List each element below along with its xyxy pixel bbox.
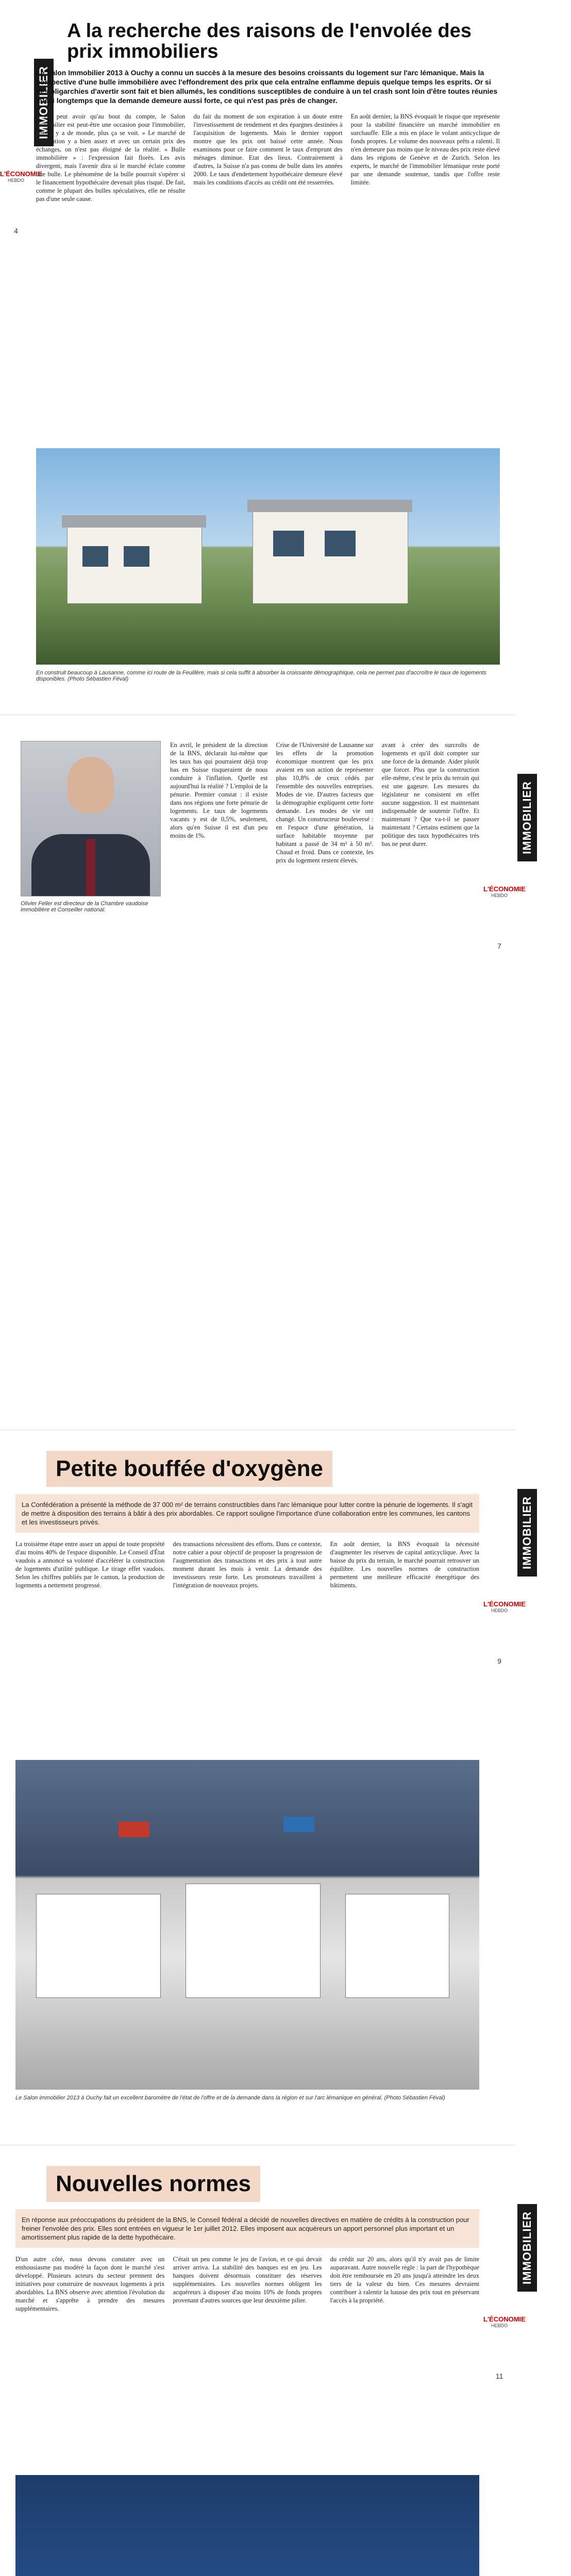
page-number: 11 (495, 2372, 503, 2380)
article-column: « On peut avoir qu'au bout du compte, le Salon Immobilier est peut-être une occasion pour l'immobilier, plus il y a de monde, plus ça se voit. » Le marché de l'habitation y a bien assez et avec un certain prix des échanges, on n'est pas éloigné de la réalité. « Bulle immobilière » : l'expression fait florès. Les avis divergent, mais l'avenir dira si le marché éclate comme une bulle. Le phénomène de la bulle pourrait s'opérer si le financement hypothécaire devenait plus risqué. De fait, comme le plupart des bulles spéculatives, elle ne résulte pas d'une seule cause. (36, 113, 186, 202)
portrait-caption: Olivier Feller est directeur de la Chambre vaudoise immobilière et Conseiller national. (21, 901, 148, 913)
page-number: 4 (14, 227, 18, 235)
article-column: En août dernier, la BNS évoquait le risque que représente pour la stabilité financière un marché immobilier en surchauffe. Elle a mis en place le volant anticyclique de fonds propres. Le volume des nouveaux prêts a ralenti. Il n'en demeure pas moins que le niveau des prix reste élevé dans les régions de Genève et de Zurich. Selon les experts, le marché de l'immobilier lémanique reste porté par une demande soutenue, tandis que l'offre reste limitée. (350, 113, 500, 186)
portrait-photo (21, 741, 161, 896)
photo-caption: Le Salon immobilier 2013 à Ouchy fait un excellent baromètre de l'état de l'offre et de la demande dans la région et sur l'arc lémanique en général. (Photo Sébastien Féval) (15, 2095, 445, 2101)
article-content (15, 2145, 479, 2576)
publication-logo: L'ÉCONOMIE HEBDO (0, 170, 42, 183)
article-columns (15, 1540, 479, 1594)
article-content (15, 1430, 479, 2145)
page-number: 9 (497, 1657, 501, 1665)
publication-logo: L'ÉCONOMIE HEBDO (483, 885, 526, 898)
article-lead: La Confédération a présenté la méthode de 37 000 m² de terrains constructibles dans l'arc lémanique pour lutter contre la pénurie de logements. Il s'agit de mettre à disposition des terrains à bâtir à des prix abordables. Ce rapport souligne l'importance d'une collaboration entre les communes, les cantons et les investisseurs privés. (15, 1494, 479, 1533)
page-4 (0, 0, 515, 715)
article-column: D'un autre côté, nous devons constater avec un enthousiasme pas modéré la façon dont le marché s'est développé. Plusieurs acteurs du secteur prennent des initiatives pour construire de nouveaux logements à prix abordables. La BNS observe avec attention l'évolution du marché et s'apprête à prendre des mesures supplémentaires. (15, 2256, 165, 2312)
article-column: En avril, le président de la direction de la BNS, déclarait lui-même que les taux bas qui pourraient déjà trop bas en Suisse risqueraient de nous conduire à l'inflation. Quelle est aujourd'hui la réalité ? L'emploi de la pénurie. Premier constat : il existe dans nos régions une forte pénurie de logements. Le taux de logements vacants y est de 0,5%, seulement, alors qu'en Suisse il est d'un peu moins de 1%. (170, 741, 268, 839)
page-9 (0, 1430, 533, 2145)
publication-logo: L'ÉCONOMIE HEBDO (483, 2315, 526, 2328)
side-band (483, 715, 533, 1430)
article-column: C'était un peu comme le jeu de l'avion, et ce qui devait arriver arriva. La stabilité des banques est en jeu. Les banques doivent désormais constituer des réserves supplémentaires. Les nouvelles normes obligent les acquéreurs à disposer d'au moins 10% de fonds propres provenant d'autres sources que leur deuxième pilier. (173, 2256, 322, 2304)
article-column: du fait du moment de son expiration à un doute entre l'investissement de rendement et des épargnes destinées à l'acquisition de logements. Mais le dernier rapport montre que les prix ont baissé cette année. Nous examinons pour ce faire comment le taux d'emprunt des ménages diminue. Etat des lieux. Contrairement à d'autres, la Suisse n'a pas connu de bulle dans les années 2000. Le taux d'endettement hypothécaire demeure élevé mais les conditions d'accès au crédit ont été resserrées. (193, 113, 343, 186)
article-column: En août dernier, la BNS évoquait la nécessité d'augmenter les réserves de capital anticyclique. Avec la baisse du prix du terrain, le marché pourrait retrouver un équilibre. Les nouvelles normes de construction permettent une meilleure efficacité énergétique des bâtiments. (330, 1540, 479, 1589)
article-lead: En réponse aux préoccupations du président de la BNS, le Conseil fédéral a décidé de nouvelles directives en matière de crédits à la construction pour freiner l'envolée des prix. Elles sont entrées en vigueur le 1er juillet 2012. Elles imposent aux acquéreurs un apport personnel plus important et un amortissement plus rapide de la dette hypothécaire. (15, 2209, 479, 2248)
section-label: IMMOBILIER (483, 2207, 515, 2227)
article-content (36, 0, 500, 715)
article-title: A la recherche des raisons de l'envolée des prix immobiliers (67, 20, 472, 62)
side-band (483, 2145, 533, 2576)
section-label: IMMOBILIER (483, 1492, 515, 1512)
article-photo (15, 1760, 479, 2090)
page-11 (0, 2145, 533, 2576)
article-photo (15, 2475, 479, 2576)
side-band (483, 1430, 533, 2145)
page-number: 7 (497, 942, 501, 950)
article-title: Nouvelles normes (46, 2166, 260, 2202)
article-columns (15, 2255, 479, 2317)
article-column: des transactions nécessitent des efforts. Dans ce contexte, notre cahier a pour objectif de proposer la progression de l'augmentation des transactions et des prix à tout autre moment durant les mois à venir. La demande des investisseurs reste forte. Les promoteurs travaillent à l'intégration de nouveaux projets. (173, 1540, 322, 1589)
article-column: La troisième étape entre assez un appui de toute propriété d'au moins 40% de l'espace disponible. Le Conseil d'État vaudois a annoncé sa volonté d'accélérer la construction de logements d'utilité publique. Le tirage effet vaudois. Selon les chiffres publiés par le canton, la production de logements a nettement progressé. (15, 1540, 165, 1589)
article-photo (36, 448, 500, 665)
article-column: du crédit sur 20 ans, alors qu'il n'y avait pas de limite auparavant. Autre nouvelle règle : la part de l'hypothèque doit être remboursée en 20 ans jusqu'à atteindre les deux tiers de la valeur du bien. Ces mesures devraient contribuer à ralentir la hausse des prix tout en préservant l'accès à la propriété. (330, 2256, 479, 2304)
page-7 (0, 715, 533, 1430)
section-label: IMMOBILIER (0, 62, 32, 81)
side-band (0, 0, 50, 715)
article-column: avant à créer des surcroîts de logements et qu'il doit compter sur une force de la demande. Aider plutôt que forcer. Plus que la construction elle-même, c'est le prix du terrain qui est une gageure. Les mesures du législateur ne consistent en effet aucune suggestion. Il est maintenant indispensable de soutenir l'offre. Et maintenant ? Que va-t-il se passer maintenant ? Certains estiment que la politique des taux hypothécaires très bas ne peut durer. (381, 741, 479, 848)
article-title: Petite bouffée d'oxygène (46, 1451, 332, 1487)
article-column: Crise de l'Université de Lausanne sur les effets de la promotion économique montrent que les prix avaient en son action de représenter plus 10,8% de ceux cédés par l'ensemble des nouvelles entreprises. Modes de vie. D'autres facteurs que la démographie expliquent cette forte demande. Les modes de vie ont changé. Un constructeur bouleversé : en l'espace d'une génération, la surface habitable moyenne par habitant a passé de 34 m² à 50 m². Chaud et froid. Dans ce contexte, les prix du logement restent élevés. (276, 741, 374, 864)
publication-logo: L'ÉCONOMIE HEBDO (483, 1600, 526, 1613)
photo-caption: En construit beaucoup à Lausanne, comme ici route de la Feuillère, mais si cela suffit à absorber la croissante démographique, cela ne permet pas d'accroître le taux de logements disponibles. (Photo Sébastien Féval) (36, 670, 487, 682)
article-columns (170, 741, 479, 869)
article-lead: Le Salon Immobilier 2013 à Ouchy a connu un succès à la mesure des besoins croissants du logement sur l'arc lémanique. Mais la perspective d'une bulle immobilière avec l'effondrement des prix que cela entraîne enflamme depuis quelque temps les esprits. Or si des oligarchies d'avertir sont fait et bien allumés, les conditions susceptibles de conduire à un tel crash sont loin d'être toutes réunies aussi longtemps que la demande demeure aussi forte, ce qui n'est pas près de changer. (36, 69, 498, 105)
article-content (15, 715, 479, 1430)
section-label: IMMOBILIER (483, 777, 515, 796)
article-columns (36, 112, 500, 207)
